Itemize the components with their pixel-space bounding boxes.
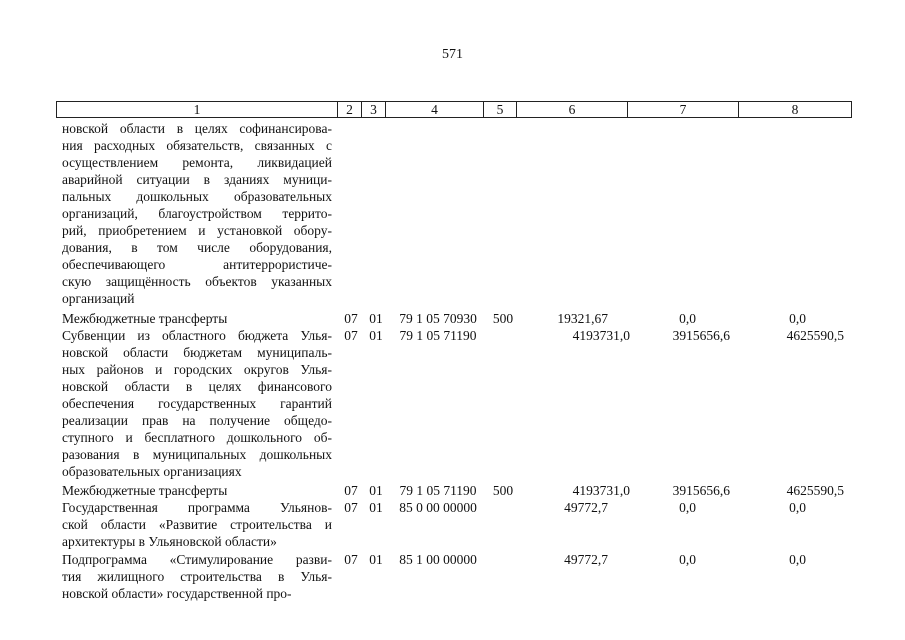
cell-amount-8: 0,0 [789, 500, 806, 515]
page-number: 571 [442, 47, 463, 62]
desc-line: Межбюджетные трансферты [62, 311, 228, 326]
cell-section: 07 [344, 500, 358, 515]
desc-line: реализации прав на получение общедо- [62, 413, 332, 428]
cell-amount-7: 3915656,6 [672, 328, 730, 343]
header-col-6: 6 [517, 102, 628, 118]
cell-amount-7: 3915656,6 [672, 483, 730, 498]
desc-line: пальных дошкольных образовательных [62, 189, 332, 204]
desc-line: ных районов и городских округов Улья- [62, 362, 332, 377]
row-description [62, 551, 332, 602]
desc-line: архитектуры в Ульяновской области» [62, 534, 277, 549]
desc-line: рий, приобретением и установкой обору- [62, 223, 332, 238]
cell-amount-8: 0,0 [789, 311, 806, 326]
row-description [62, 310, 332, 327]
cell-expense-type: 500 [492, 311, 514, 326]
desc-line: организаций [62, 291, 135, 306]
desc-line: новской области в целях софинансирова- [62, 121, 332, 136]
cell-amount-8: 4625590,5 [786, 483, 844, 498]
desc-line: дования, в том числе оборудования, [62, 240, 332, 255]
header-col-5: 5 [484, 102, 517, 118]
header-col-7: 7 [628, 102, 739, 118]
desc-line: Подпрограмма «Стимулирование разви- [62, 552, 332, 567]
cell-amount-8: 4625590,5 [786, 328, 844, 343]
cell-target-code: 79 1 05 71190 [399, 328, 477, 343]
cell-target-code: 79 1 05 70930 [399, 311, 477, 326]
cell-amount-6: 19321,67 [557, 311, 608, 326]
cell-section: 07 [344, 552, 358, 567]
desc-line: разования в муниципальных дошкольных [62, 447, 332, 462]
header-col-8: 8 [739, 102, 852, 118]
cell-amount-8: 0,0 [789, 552, 806, 567]
cell-subsection: 01 [369, 500, 383, 515]
header-col-4: 4 [386, 102, 484, 118]
cell-section: 07 [344, 311, 358, 326]
desc-line: новской области» государственной про- [62, 586, 292, 601]
cell-subsection: 01 [369, 483, 383, 498]
desc-line: тия жилищного строительства в Улья- [62, 569, 332, 584]
row-description [62, 327, 332, 480]
cell-subsection: 01 [369, 328, 383, 343]
desc-line: ской области «Развитие строительства и [62, 517, 332, 532]
cell-amount-6: 4193731,0 [572, 328, 630, 343]
desc-line: новской области в целях финансового [62, 379, 332, 394]
cell-amount-7: 0,0 [679, 500, 696, 515]
cell-amount-7: 0,0 [679, 552, 696, 567]
desc-line: скую защищённость объектов указанных [62, 274, 332, 289]
row-description [62, 482, 332, 499]
desc-line: ния расходных обязательств, связанных с [62, 138, 332, 153]
desc-line: осуществлением ремонта, ликвидацией [62, 155, 332, 170]
cell-amount-6: 49772,7 [564, 500, 608, 515]
desc-line: обеспечения государственных гарантий [62, 396, 332, 411]
cell-subsection: 01 [369, 311, 383, 326]
cell-amount-7: 0,0 [679, 311, 696, 326]
desc-line: организаций, благоустройством террито- [62, 206, 332, 221]
header-col-2: 2 [338, 102, 362, 118]
cell-amount-6: 4193731,0 [572, 483, 630, 498]
cell-target-code: 85 0 00 00000 [399, 500, 477, 515]
desc-line: новской области бюджетам муниципаль- [62, 345, 332, 360]
table-header [56, 101, 852, 118]
row-description [62, 120, 332, 307]
desc-line: образовательных организациях [62, 464, 242, 479]
header-col-1: 1 [57, 102, 338, 118]
desc-line: Государственная программа Ульянов- [62, 500, 332, 515]
cell-target-code: 85 1 00 00000 [399, 552, 477, 567]
cell-amount-6: 49772,7 [564, 552, 608, 567]
desc-line: обеспечивающего антитеррористиче- [62, 257, 332, 272]
cell-expense-type: 500 [492, 483, 514, 498]
cell-section: 07 [344, 328, 358, 343]
header-col-3: 3 [362, 102, 386, 118]
row-description [62, 499, 332, 550]
cell-target-code: 79 1 05 71190 [399, 483, 477, 498]
desc-line: аварийной ситуации в зданиях муници- [62, 172, 332, 187]
desc-line: Субвенции из областного бюджета Улья- [62, 328, 332, 343]
desc-line: Межбюджетные трансферты [62, 483, 228, 498]
cell-subsection: 01 [369, 552, 383, 567]
cell-section: 07 [344, 483, 358, 498]
desc-line: ступного и бесплатного дошкольного об- [62, 430, 332, 445]
